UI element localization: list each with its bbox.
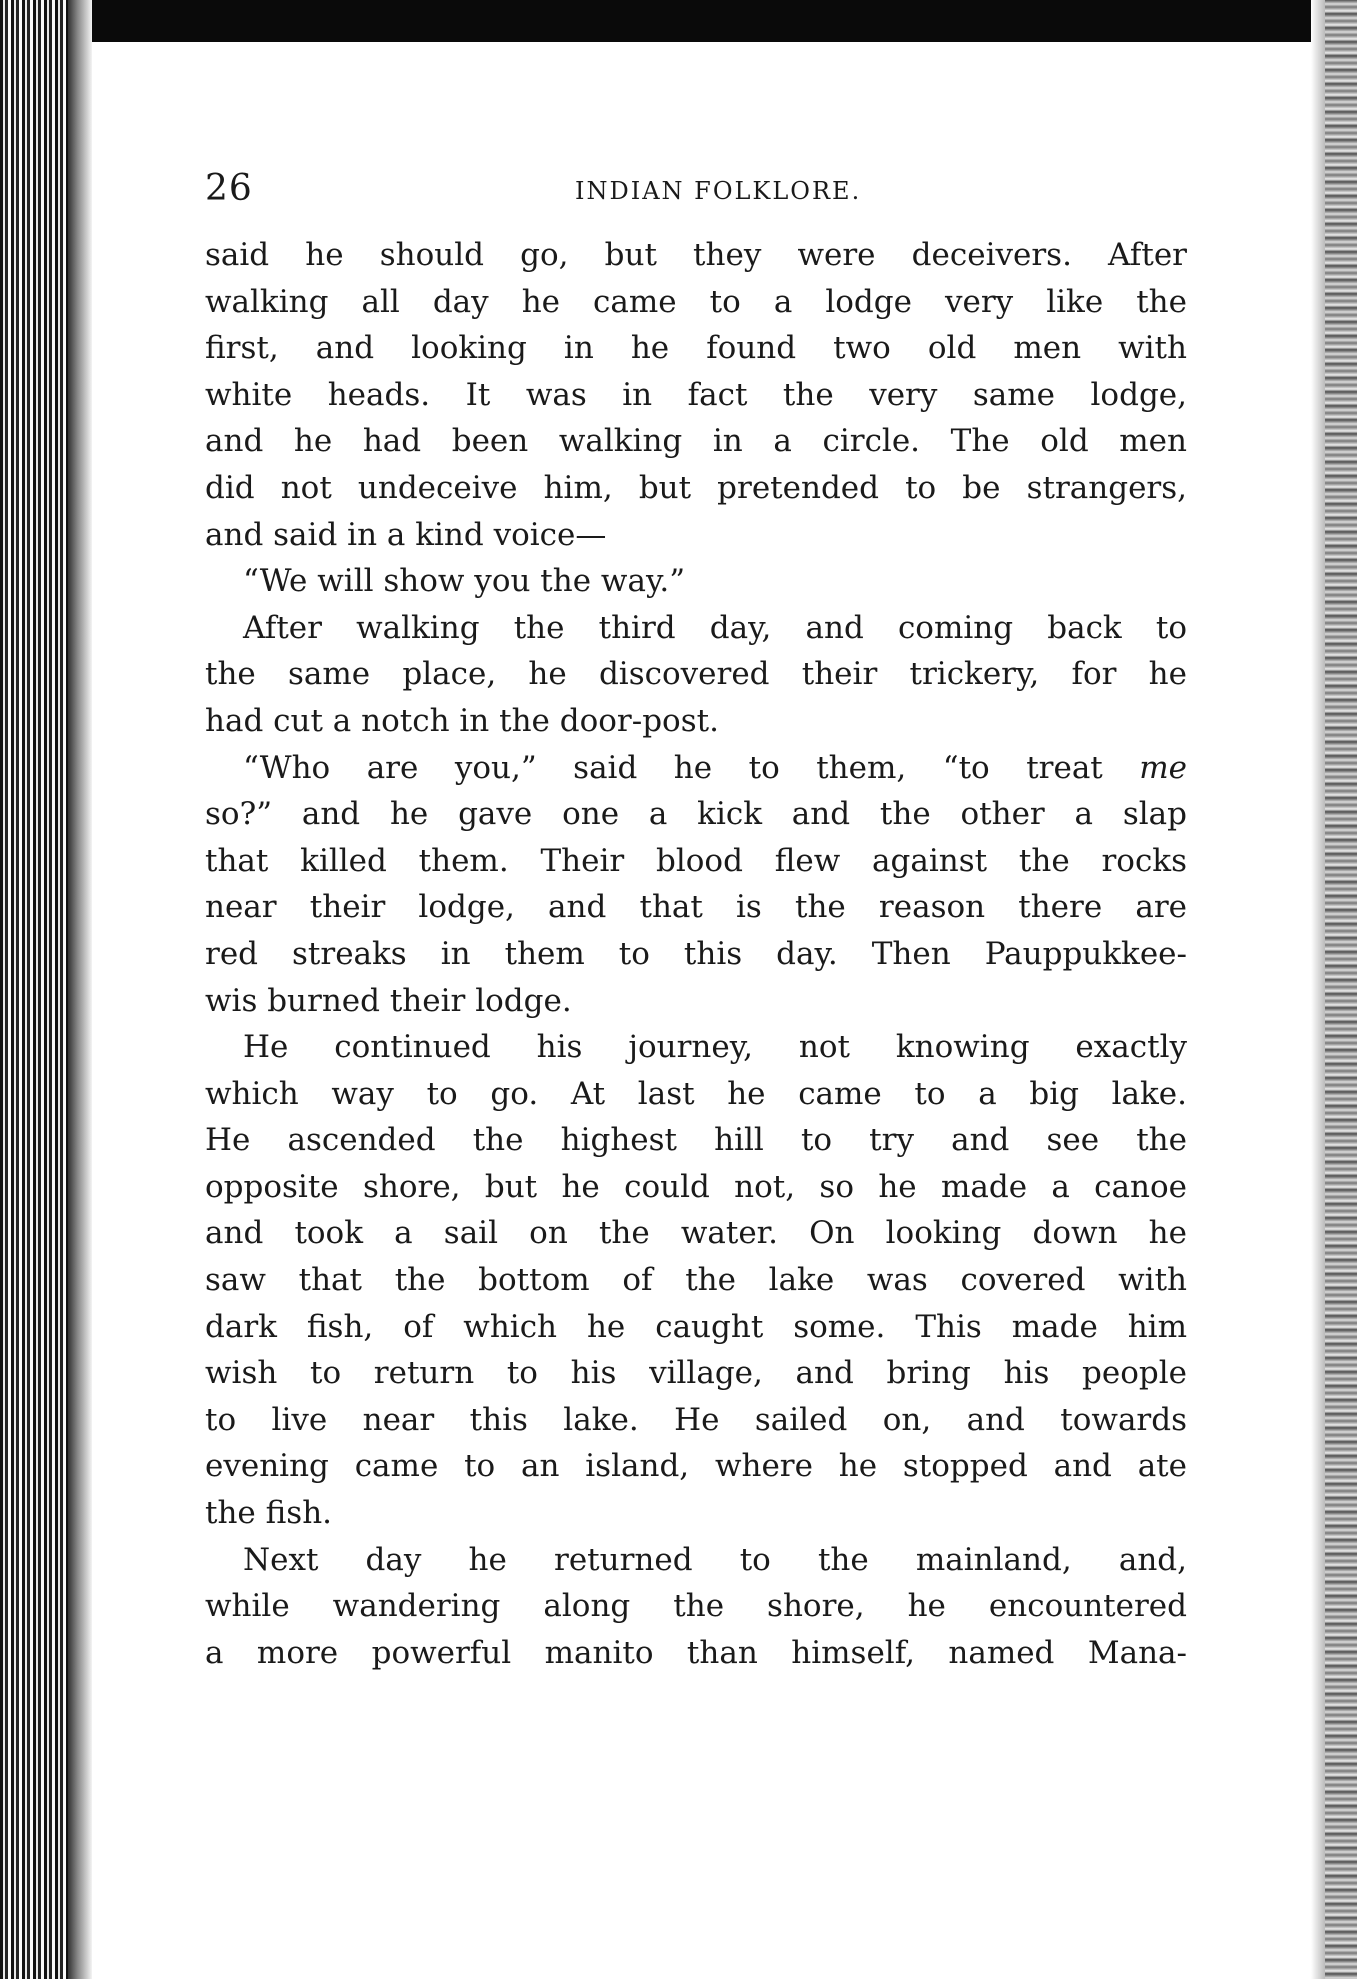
text-line: white heads. It was in fact the very same lodge, <box>205 376 1187 413</box>
text-line: while wandering along the shore, he encountered <box>205 1588 1187 1625</box>
running-title: INDIAN FOLKLORE. <box>575 177 862 205</box>
text-line: did not undeceive him, but pretended to be strangers, <box>205 469 1187 506</box>
text-line: wish to return to his village, and bring his people <box>205 1355 1187 1392</box>
text-line: and he had been walking in a circle. The old men <box>205 423 1187 460</box>
text-line: a more powerful manito than himself, named Mana- <box>205 1634 1187 1671</box>
text-line: evening came to an island, where he stopped and ate <box>205 1448 1187 1485</box>
book-spine-edge <box>0 0 92 1979</box>
text-line: Next day he returned to the mainland, and, <box>243 1541 1187 1578</box>
text-line: so?” and he gave one a kick and the other a slap <box>205 796 1187 833</box>
text-line: opposite shore, but he could not, so he made a canoe <box>205 1168 1187 1205</box>
text-line: After walking the third day, and coming back to <box>243 609 1187 646</box>
emphasis-word: me <box>1139 749 1188 786</box>
text-line: the fish. <box>205 1495 333 1532</box>
text-line: had cut a notch in the door-post. <box>205 702 719 739</box>
running-head <box>205 168 1187 228</box>
text-line: red streaks in them to this day. Then Pauppukkee- <box>205 935 1187 972</box>
text-line: said he should go, but they were deceivers. After <box>205 237 1187 273</box>
text-line: which way to go. At last he came to a big lake. <box>205 1075 1187 1112</box>
text-line: wis burned their lodge. <box>205 982 572 1019</box>
body-text <box>205 232 1187 1676</box>
text-line: that killed them. Their blood flew against the rocks <box>205 842 1187 879</box>
text-line: He ascended the highest hill to try and see the <box>205 1122 1187 1159</box>
page-number: 26 <box>205 168 253 209</box>
text-line: dark fish, of which he caught some. This made him <box>205 1308 1187 1345</box>
text-line: saw that the bottom of the lake was covered with <box>205 1262 1187 1299</box>
text-line: and said in a kind voice— <box>205 516 607 553</box>
text-line: walking all day he came to a lodge very like the <box>205 283 1187 320</box>
text-line: first, and looking in he found two old men with <box>205 330 1187 367</box>
text-line: “We will show you the way.” <box>243 563 686 600</box>
text-line: to live near this lake. He sailed on, and towards <box>205 1401 1187 1438</box>
text-line: the same place, he discovered their trickery, for he <box>205 656 1187 693</box>
scan-top-border <box>0 0 1357 42</box>
text-line-segment: “Who are you,” said he to them, “to treat <box>243 749 1103 786</box>
text-line <box>205 745 1187 792</box>
text-line: near their lodge, and that is the reason there are <box>205 889 1187 926</box>
page-fore-edge <box>1311 0 1357 1979</box>
text-line: He continued his journey, not knowing exactly <box>243 1029 1187 1066</box>
text-line: and took a sail on the water. On looking down he <box>205 1215 1187 1252</box>
